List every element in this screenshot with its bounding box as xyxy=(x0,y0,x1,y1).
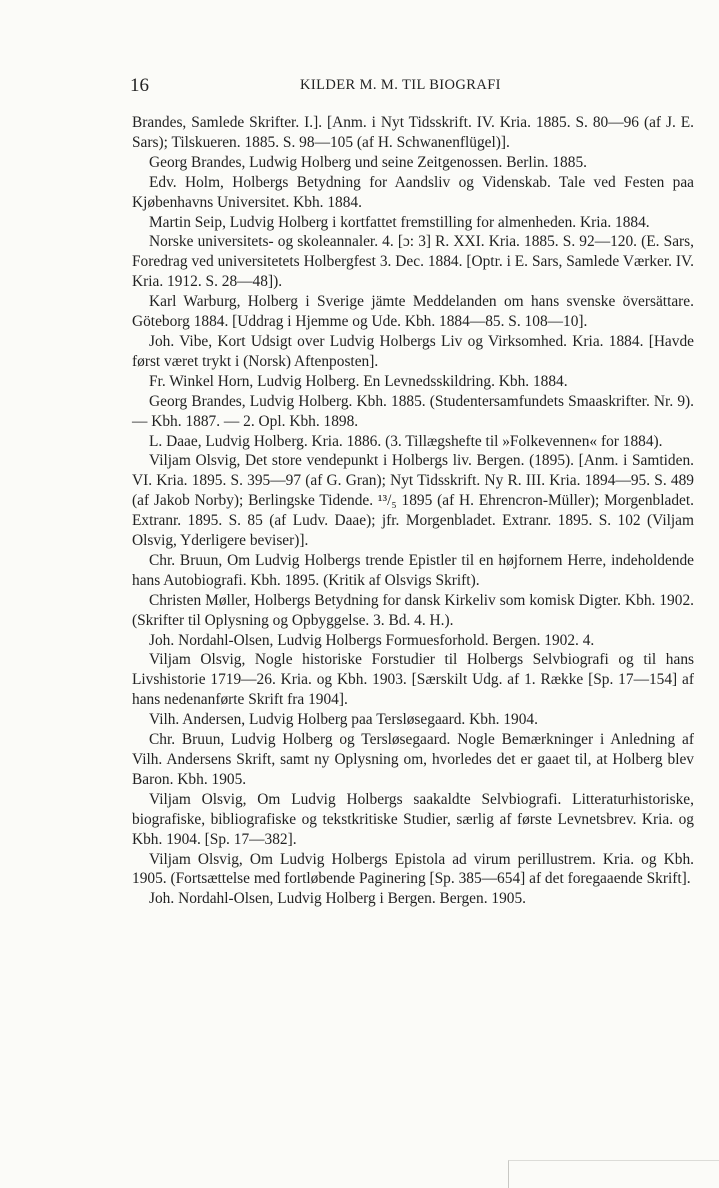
bibliography-entry: Christen Møller, Holbergs Betydning for dansk Kirkeliv som komisk Digter. Kbh. 1902. (Skrifter til Oplysning og Opbyggelse. 3. Bd. 4. H.). xyxy=(132,591,694,629)
bibliography-entry: Georg Brandes, Ludvig Holberg. Kbh. 1885. (Studentersamfundets Smaaskrifter. Nr. 9). — Kbh. 1887. — 2. Opl. Kbh. 1898. xyxy=(132,392,694,430)
bibliography-entry: Karl Warburg, Holberg i Sverige jämte Meddelanden om hans svenske översättare. Göteborg 1884. [Uddrag i Hjemme og Ude. Kbh. 1884—85. S. 108—10]. xyxy=(132,293,694,331)
page-number: 16 xyxy=(130,75,149,96)
bibliography-entry: Viljam Olsvig, Om Ludvig Holbergs Epistola ad virum perillustrem. Kria. og Kbh. 1905. (Fortsættelse med fortløbende Paginering [Sp. 385—654] af det foregaaende Skrift]. xyxy=(132,850,694,888)
running-title: KILDER M. M. TIL BIOGRAFI xyxy=(300,77,501,93)
bibliography-entry: Viljam Olsvig, Nogle historiske Forstudier til Holbergs Selvbiografi og til hans Livshistorie 1719—26. Kria. og Kbh. 1903. [Særskilt Udg. af 1. Række [Sp. 17—154] af hans nedenanførte Skrift fra 1904]. xyxy=(132,651,694,709)
bibliography-entry: Viljam Olsvig, Om Ludvig Holbergs saakaldte Selvbiografi. Litteraturhistoriske, biografiske, bibliografiske og tekstkritiske Studier, særlig af første Levnetsbrev. Kria. og Kbh. 1904. [Sp. 17—382]. xyxy=(132,790,694,848)
bibliography-entry: Brandes, Samlede Skrifter. I.]. [Anm. i Nyt Tidsskrift. IV. Kria. 1885. S. 80—96 (af J. E. Sars); Tilskueren. 1885. S. 98—105 (af H. Schwanenflügel)]. xyxy=(132,114,694,151)
bibliography-entry: Fr. Winkel Horn, Ludvig Holberg. En Levnedsskildring. Kbh. 1884. xyxy=(149,372,568,390)
bibliography-entry: Chr. Bruun, Ludvig Holberg og Tersløsegaard. Nogle Bemærkninger i Anledning af Vilh. Andersens Skrift, samt ny Oplysning om, hvorledes det er gaaet til, at Holberg blev Baron. Kbh. 1905. xyxy=(132,731,694,788)
bibliography-entry: Joh. Nordahl-Olsen, Ludvig Holberg i Bergen. Bergen. 1905. xyxy=(149,890,527,908)
page-corner-mark xyxy=(508,1160,719,1188)
bibliography-entry: Chr. Bruun, Om Ludvig Holbergs trende Epistler til en højfornem Herre, indeholdende hans Autobiografi. Kbh. 1895. (Kritik af Olsvigs Skrift). xyxy=(132,551,694,589)
page-header xyxy=(130,75,695,99)
bibliography-list xyxy=(132,113,694,909)
bibliography-entry: Martin Seip, Ludvig Holberg i kortfattet fremstilling for almenheden. Kria. 1884. xyxy=(149,213,650,231)
bibliography-entry: Viljam Olsvig, Det store vendepunkt i Holbergs liv. Bergen. (1895). [Anm. i Samtiden. VI. Kria. 1895. S. 395—97 (af G. Gran); Nyt Tidsskrift. Ny R. III. Kria. 1894—95. S. 489 (af Jakob Norby); Berlingske Tidende. ¹³/₅ 1895 (af H. Ehrencron-Müller); Morgenbladet. Extranr. 1895. S. 85 (af Ludv. Daae); jfr. Morgenbladet. Extranr. 1895. S. 102 (Viljam Olsvig, Yderligere beviser)]. xyxy=(132,452,694,550)
bibliography-entry: Joh. Nordahl-Olsen, Ludvig Holbergs Formuesforhold. Bergen. 1902. 4. xyxy=(149,631,595,649)
bibliography-entry: Norske universitets- og skoleannaler. 4. [ɔ: 3] R. XXI. Kria. 1885. S. 92—120. (E. Sars, Foredrag ved universitetets Holbergfest 3. Dec. 1884. [Optr. i E. Sars, Samlede Værker. IV. Kria. 1912. S. 28—48]). xyxy=(132,233,694,291)
bibliography-entry: Vilh. Andersen, Ludvig Holberg paa Tersløsegaard. Kbh. 1904. xyxy=(149,711,538,729)
bibliography-entry: Joh. Vibe, Kort Udsigt over Ludvig Holbergs Liv og Virksomhed. Kria. 1884. [Havde først været trykt i (Norsk) Aftenposten]. xyxy=(132,332,694,370)
bibliography-entry: Georg Brandes, Ludwig Holberg und seine Zeitgenossen. Berlin. 1885. xyxy=(149,153,587,171)
bibliography-entry: Edv. Holm, Holbergs Betydning for Aandsliv og Videnskab. Tale ved Festen paa Kjøbenhavns Universitet. Kbh. 1884. xyxy=(132,173,694,211)
bibliography-entry: L. Daae, Ludvig Holberg. Kria. 1886. (3. Tillægshefte til »Folkevennen« for 1884). xyxy=(149,432,663,450)
